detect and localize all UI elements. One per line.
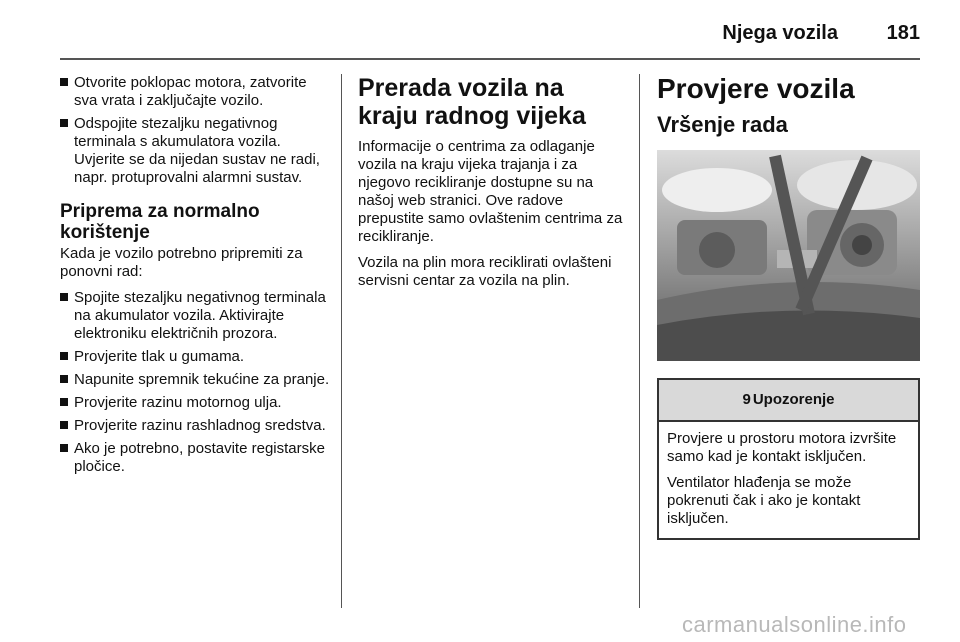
list-item: Otvorite poklopac motora, zatvorite sva vrata i zaključajte vozilo. xyxy=(60,74,332,110)
bullet-square-icon xyxy=(60,293,68,301)
bullet-square-icon xyxy=(60,444,68,452)
paragraph: Vozila na plin mora reciklirati ovlašteni servisni centar za vozila na plin. xyxy=(358,254,612,289)
bullet-square-icon xyxy=(60,398,68,406)
paragraph: Provjere u prostoru motora izvršite samo kad je kontakt isključen. xyxy=(667,430,897,465)
section-heading: Prerada vozila na kraju radnog vijeka xyxy=(358,74,586,130)
section-heading: Provjere vozila xyxy=(657,73,855,104)
warning-header xyxy=(659,380,918,422)
column-3 xyxy=(657,74,920,540)
subsection-heading: Vršenje rada xyxy=(657,112,788,137)
bullet-square-icon xyxy=(60,421,68,429)
page-number: 181 xyxy=(886,22,920,44)
column-2 xyxy=(358,74,626,298)
bullet-list-bottom xyxy=(60,289,332,476)
page-header xyxy=(60,10,920,60)
list-item: Ako je potrebno, postavite registarske pločice. xyxy=(60,440,332,476)
list-item: Napunite spremnik tekućine za pranje. xyxy=(60,371,332,389)
bullet-square-icon xyxy=(60,375,68,383)
warning-box xyxy=(657,378,920,540)
list-item: Provjerite razinu rashladnog sredstva. xyxy=(60,417,332,435)
bullet-square-icon xyxy=(60,119,68,127)
intro-paragraph: Kada je vozilo potrebno pripremiti za ponovni rad: xyxy=(60,245,303,280)
list-item: Spojite stezaljku negativnog terminala na akumulator vozila. Aktivirajte elektroniku električnih prozora. xyxy=(60,289,332,343)
warning-title: Upozorenje xyxy=(752,391,835,408)
list-item: Odspojite stezaljku negativnog terminala s akumulatora vozila. Uvjerite se da nijedan sustav ne radi, napr. protuprovalni alarmni sustav. xyxy=(60,115,332,187)
bullet-list-top xyxy=(60,74,332,187)
paragraph: Ventilator hlađenja se može pokrenuti čak i ako je kontakt isključen. xyxy=(667,474,861,527)
column-divider-2 xyxy=(639,74,640,608)
list-item: Provjerite tlak u gumama. xyxy=(60,348,332,366)
watermark: carmanualsonline.info xyxy=(682,612,907,637)
column-1 xyxy=(60,74,332,481)
warning-body xyxy=(659,422,918,538)
bullet-square-icon xyxy=(60,78,68,86)
engine-compartment-photo xyxy=(657,150,920,361)
warning-triangle-icon: 9 xyxy=(742,391,751,408)
column-divider-1 xyxy=(341,74,342,608)
header-title: Njega vozila xyxy=(722,22,838,44)
list-item: Provjerite razinu motornog ulja. xyxy=(60,394,332,412)
bullet-square-icon xyxy=(60,352,68,360)
section-heading: Priprema za normalno korištenje xyxy=(60,201,260,243)
paragraph: Informacije o centrima za odlaganje vozila na kraju vijeka trajanja i za njegovo recikliranje dostupne su na našoj web stranici. Ove radove prepustite samo ovlaštenim centrima za recikliranje. xyxy=(358,138,623,245)
